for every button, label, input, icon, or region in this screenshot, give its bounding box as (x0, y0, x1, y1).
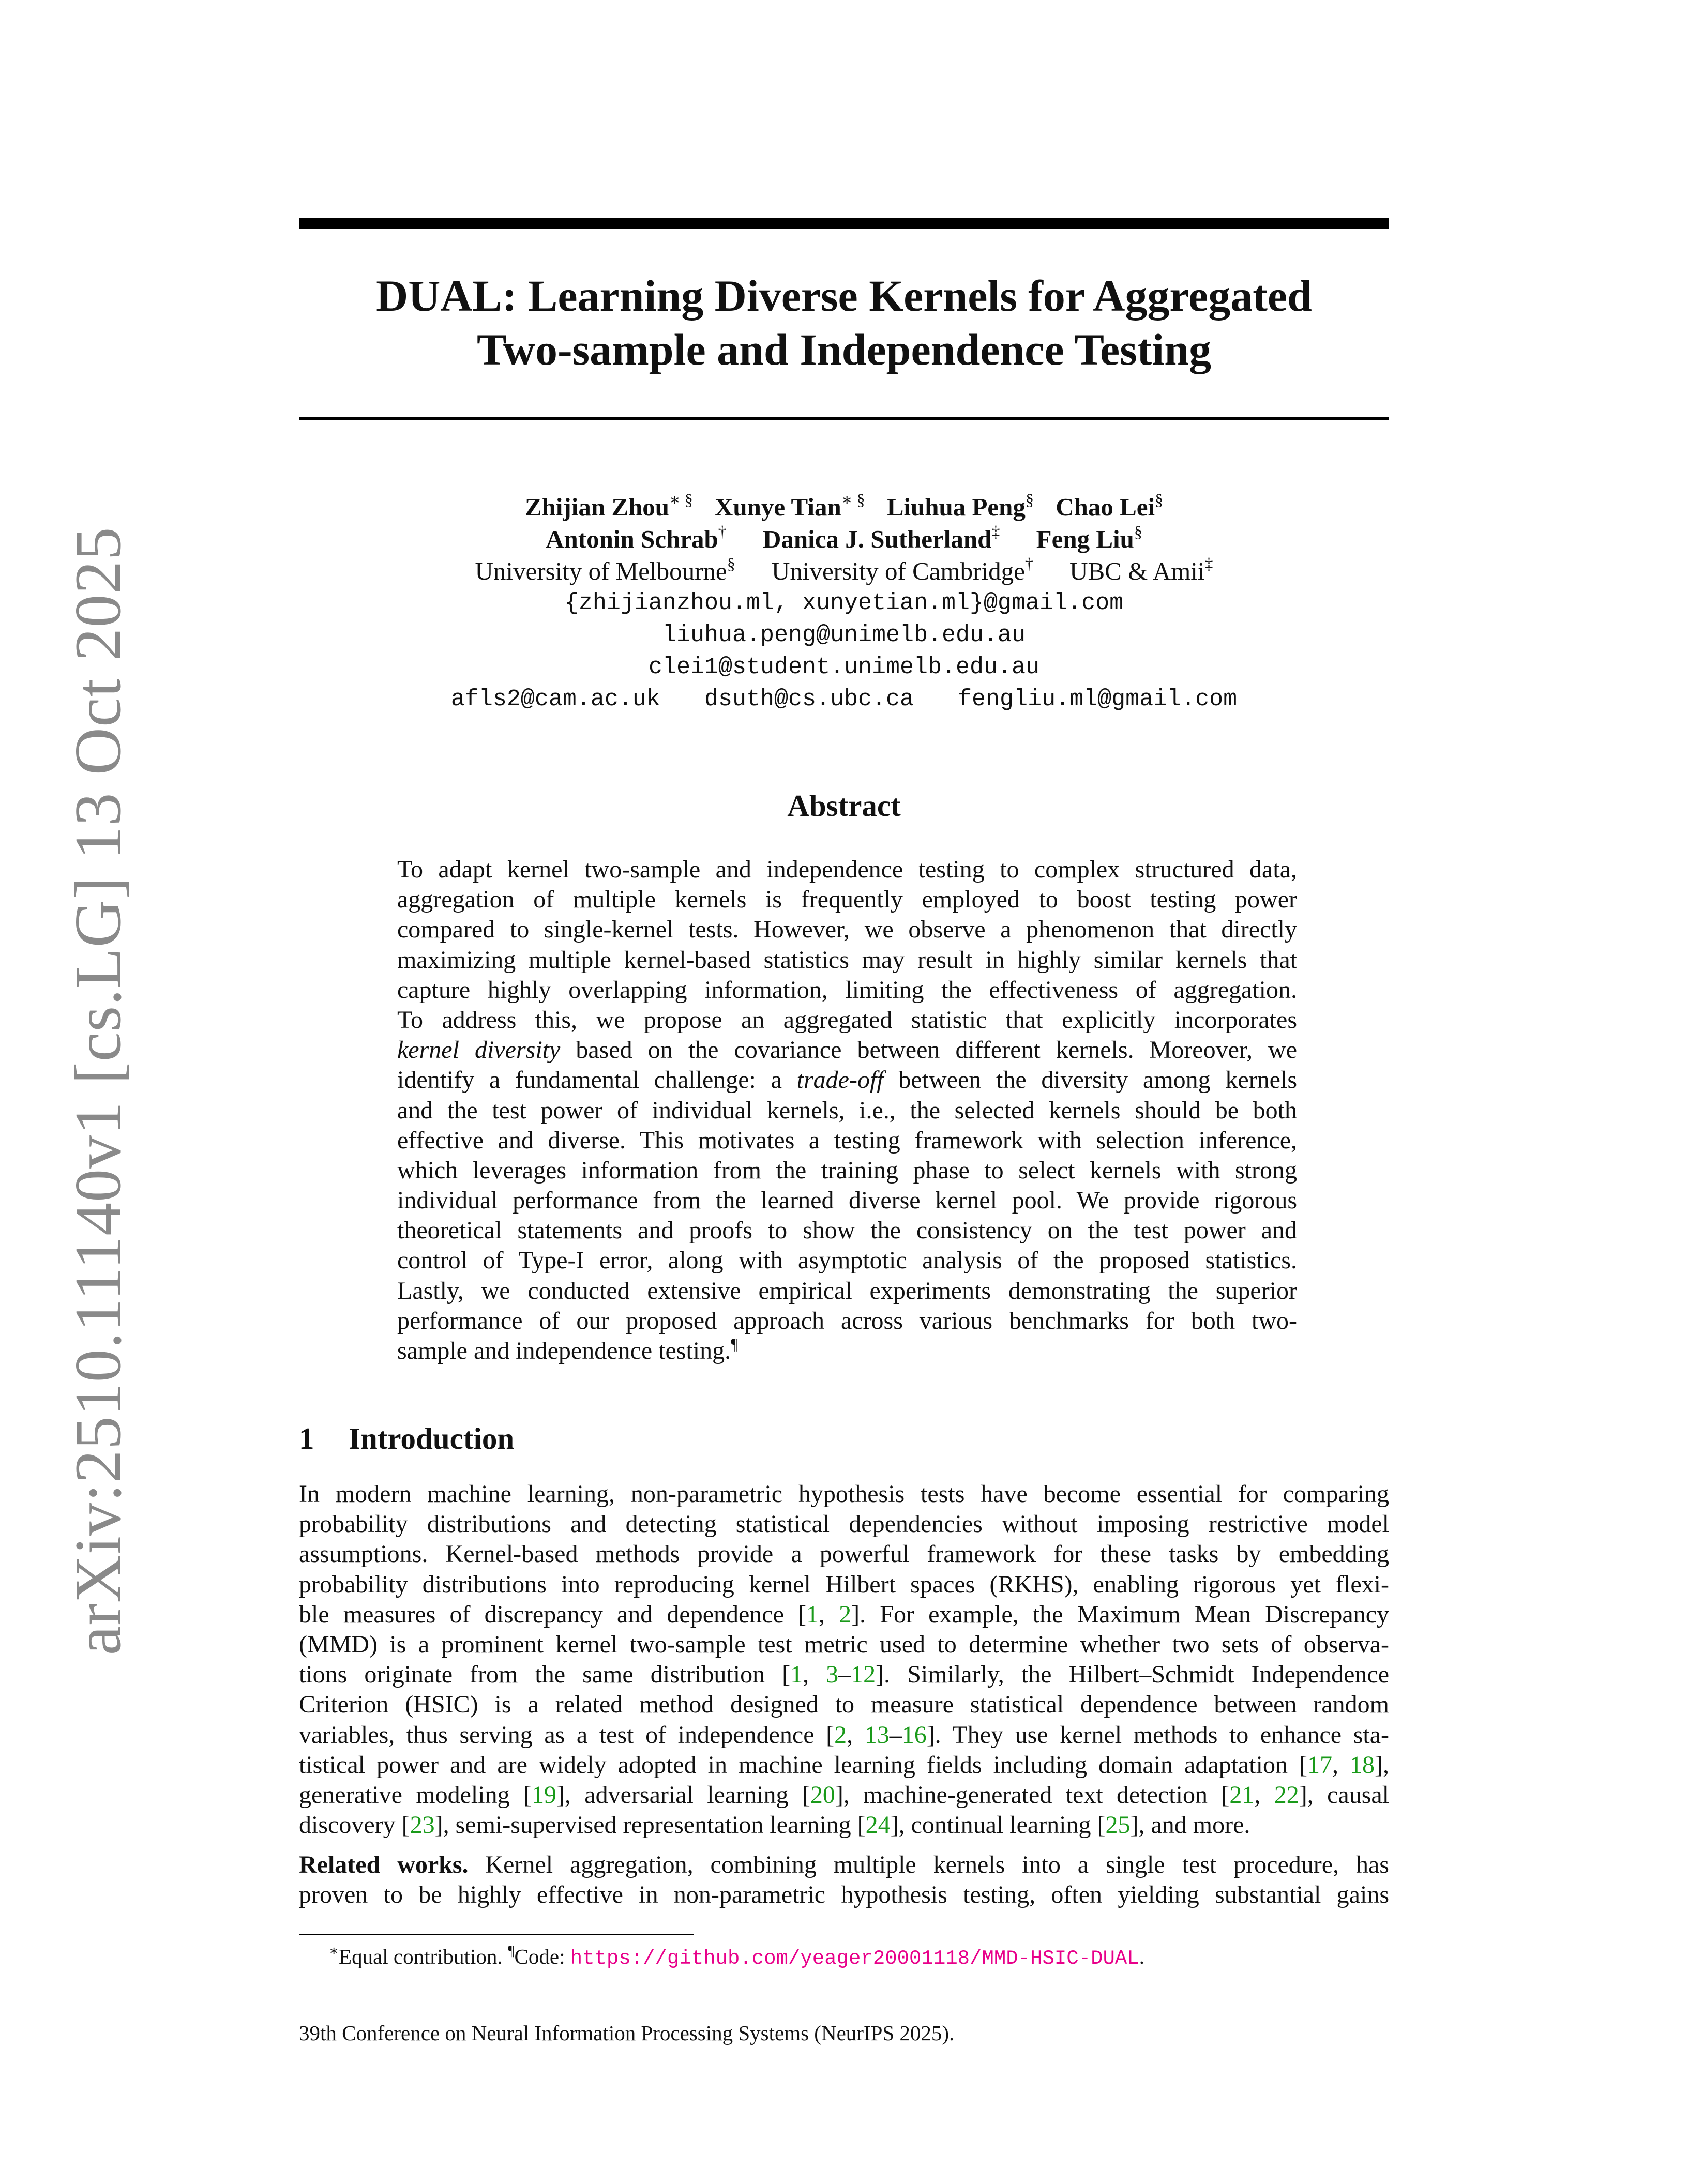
email: fengliu.ml@gmail.com (958, 686, 1238, 712)
paragraph-line: assumptions. Kernel-based methods provide a powerful framework for these tasks by embedding (299, 1540, 1389, 1568)
citation-link[interactable]: 21 (1229, 1781, 1255, 1809)
author-name: Liuhua Peng (886, 493, 1026, 521)
abstract-line: performance of our proposed approach across various benchmarks for both two- (397, 1307, 1297, 1334)
affiliation-mark: ‡ (1204, 554, 1213, 573)
affiliation-row (299, 555, 1389, 587)
paragraph-line: variables, thus serving as a test of independence [2, 13–16]. They use kernel methods to enhance sta- (299, 1721, 1390, 1749)
arxiv-side-stamp: arXiv:2510.11140v1 [cs.LG] 13 Oct 2025 (61, 526, 135, 1656)
author-name: Xunye Tian (715, 493, 841, 521)
abstract-line: which leverages information from the training phase to select kernels with strong (397, 1156, 1297, 1184)
code-footnote-mark: ¶ (731, 1334, 739, 1353)
paragraph-line: generative modeling [19], adversarial learning [20], machine-generated text detection [21, 22], causal (299, 1781, 1390, 1809)
citation-link[interactable]: 13 (864, 1721, 890, 1749)
code-label: Code: (514, 1945, 570, 1968)
abstract-line: kernel diversity based on the covariance between different kernels. Moreover, we (397, 1036, 1297, 1064)
abstract-line: To address this, we propose an aggregated statistic that explicitly incorporates (397, 1006, 1297, 1034)
author-name: Feng Liu (1036, 525, 1134, 553)
paragraph-line: Related works. Kernel aggregation, combining multiple kernels into a single test procedure, has (299, 1851, 1389, 1878)
abstract-line: capture highly overlapping information, limiting the effectiveness of aggregation. (397, 976, 1297, 1004)
paragraph-line: tistical power and are widely adopted in machine learning fields including domain adaptation [17, 18], (299, 1751, 1389, 1779)
citation-link[interactable]: 24 (865, 1811, 891, 1839)
abstract-line: control of Type-I error, along with asymptotic analysis of the proposed statistics. (397, 1247, 1297, 1275)
abstract-line: and the test power of individual kernels, i.e., the selected kernels should be both (397, 1096, 1297, 1124)
author-row-2 (299, 523, 1389, 555)
paragraph-line: ble measures of discrepancy and dependence [1, 2]. For example, the Maximum Mean Discrepancy (299, 1600, 1390, 1628)
section-title: Introduction (349, 1421, 515, 1455)
citation-link[interactable]: 18 (1350, 1751, 1375, 1779)
author-mark: ∗ § (841, 490, 865, 509)
abstract-line: theoretical statements and proofs to show the consistency on the test power and (397, 1217, 1297, 1245)
citation-link[interactable]: 20 (810, 1781, 835, 1809)
author-mark: § (1134, 522, 1142, 541)
footnote: ∗Equal contribution. ¶Code: https://github.com/yeager20001118/MMD-HSIC-DUAL. (329, 1943, 1144, 1970)
abstract-line: aggregation of multiple kernels is frequently employed to boost testing power (397, 886, 1297, 914)
abstract-emphasis: trade-off (796, 1066, 884, 1094)
abstract-line: maximizing multiple kernel-based statistics may result in highly similar kernels that (397, 946, 1297, 974)
section-heading-introduction (299, 1420, 514, 1457)
equal-contribution-text: Equal contribution. (339, 1945, 503, 1968)
author-mark: † (718, 522, 727, 541)
affiliation: University of Melbourne (475, 557, 727, 585)
citation-link[interactable]: 3 (826, 1661, 839, 1689)
venue-line: 39th Conference on Neural Information Processing Systems (NeurIPS 2025). (299, 2021, 955, 2045)
email-line-3: clei1@student.unimelb.edu.au (648, 654, 1040, 680)
abstract-line: identify a fundamental challenge: a trade-off between the diversity among kernels (397, 1066, 1297, 1094)
author-name: Zhijian Zhou (524, 493, 670, 521)
affiliation: UBC & Amii (1069, 557, 1205, 585)
author-mark: ∗ § (669, 490, 693, 509)
abstract-body (397, 855, 1297, 1366)
author-name: Danica J. Sutherland (762, 525, 992, 553)
code-link[interactable]: https://github.com/yeager20001118/MMD-HSIC-DUAL (570, 1947, 1139, 1970)
paragraph-line: discovery [23], semi-supervised representation learning [24], continual learning [25], and more. (299, 1811, 1250, 1839)
citation-link[interactable]: 19 (531, 1781, 556, 1809)
abstract-line: individual performance from the learned diverse kernel pool. We provide rigorous (397, 1187, 1297, 1215)
code-mark: ¶ (507, 1943, 515, 1959)
citation-link[interactable]: 12 (851, 1661, 876, 1689)
abstract-line: compared to single-kernel tests. However, we observe a phenomenon that directly (397, 916, 1297, 944)
citation-link[interactable]: 1 (790, 1661, 803, 1689)
abstract-line: To adapt kernel two-sample and independence testing to complex structured data, (397, 856, 1297, 883)
title-top-rule (299, 218, 1389, 229)
citation-link[interactable]: 17 (1307, 1751, 1332, 1779)
title-line-2: Two-sample and Independence Testing (476, 325, 1212, 374)
paragraph-line: Criterion (HSIC) is a related method designed to measure statistical dependence between random (299, 1691, 1389, 1719)
email: dsuth@cs.ubc.ca (704, 686, 914, 712)
paragraph-line: tions originate from the same distribution [1, 3–12]. Similarly, the Hilbert–Schmidt Independence (299, 1661, 1389, 1689)
citation-link[interactable]: 2 (839, 1600, 852, 1628)
author-row-1 (299, 491, 1389, 523)
related-works-paragraph (299, 1850, 1389, 1910)
affiliation-mark: † (1024, 554, 1033, 573)
paragraph-line: (MMD) is a prominent kernel two-sample test metric used to determine whether two sets of observa- (299, 1630, 1389, 1658)
paragraph-line: probability distributions and detecting statistical dependencies without imposing restrictive model (299, 1510, 1389, 1538)
affiliation: University of Cambridge (771, 557, 1025, 585)
author-mark: ‡ (991, 522, 1000, 541)
citation-link[interactable]: 1 (806, 1600, 819, 1628)
paragraph-line: proven to be highly effective in non-parametric hypothesis testing, often yielding substantial gains (299, 1881, 1389, 1909)
citation-link[interactable]: 22 (1274, 1781, 1299, 1809)
paragraph-line: In modern machine learning, non-parametric hypothesis tests have become essential for comparing (299, 1480, 1389, 1508)
author-block (299, 491, 1389, 716)
citation-link[interactable]: 16 (901, 1721, 927, 1749)
footnote-rule (299, 1934, 694, 1935)
paper-title (299, 269, 1389, 376)
abstract-emphasis: kernel diversity (397, 1036, 561, 1064)
abstract-line: sample and independence testing.¶ (397, 1334, 739, 1364)
intro-paragraph (299, 1479, 1389, 1840)
email: afls2@cam.ac.uk (450, 686, 660, 712)
affiliation-mark: § (727, 554, 735, 573)
abstract-line: Lastly, we conducted extensive empirical experiments demonstrating the superior (397, 1277, 1297, 1305)
citation-link[interactable]: 2 (834, 1721, 847, 1749)
title-line-1: DUAL: Learning Diverse Kernels for Aggregated (376, 271, 1312, 321)
author-mark: § (1025, 490, 1034, 509)
author-name: Chao Lei (1056, 493, 1155, 521)
author-mark: § (1155, 490, 1164, 509)
title-bottom-rule (299, 417, 1389, 420)
citation-link[interactable]: 25 (1105, 1811, 1131, 1839)
email-line-4 (299, 684, 1389, 716)
abstract-heading: Abstract (787, 788, 901, 823)
email-line-2: liuhua.peng@unimelb.edu.au (662, 622, 1026, 648)
abstract-line: effective and diverse. This motivates a testing framework with selection inference, (397, 1126, 1297, 1154)
paragraph-line: probability distributions into reproducing kernel Hilbert spaces (RKHS), enabling rigorous yet flexi- (299, 1570, 1389, 1598)
related-works-label: Related works. (299, 1851, 469, 1878)
section-number: 1 (299, 1421, 314, 1455)
citation-link[interactable]: 23 (410, 1811, 435, 1839)
equal-contribution-mark: ∗ (329, 1943, 339, 1959)
email-line-1: {zhijianzhou.ml, xunyetian.ml}@gmail.com (564, 590, 1124, 616)
author-name: Antonin Schrab (546, 525, 718, 553)
